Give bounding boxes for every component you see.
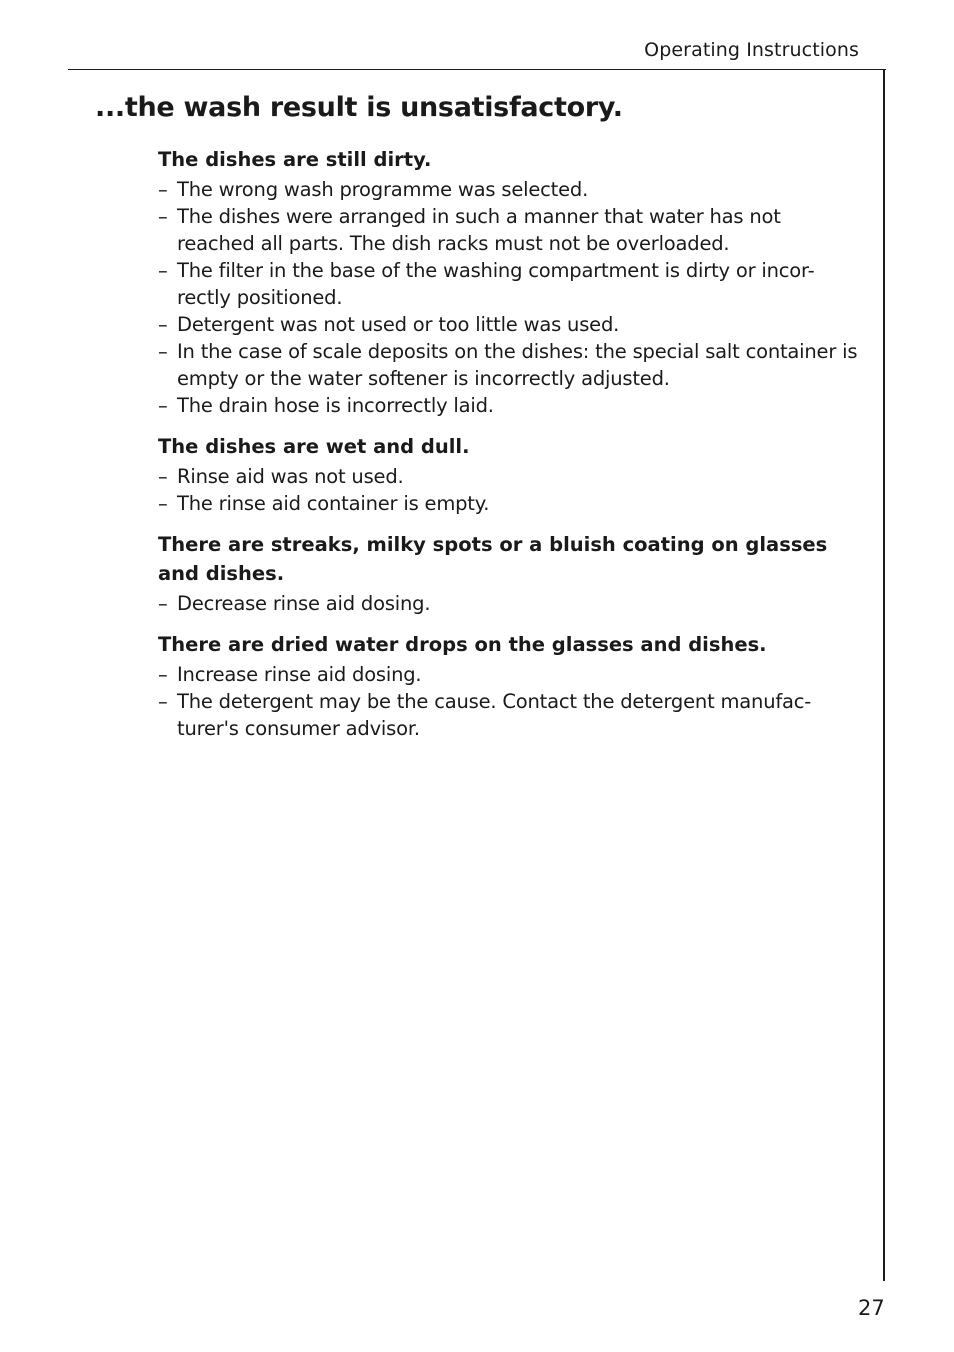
dash-bullet: – [158,259,168,282]
cause-list [158,590,858,617]
list-item-text: The detergent may be the cause. Contact the detergent manufac-turer's consumer advisor. [177,690,812,740]
list-item [158,463,858,490]
page-number: 27 [858,1296,885,1320]
list-item-text: The drain hose is incorrectly laid. [177,394,494,417]
list-item-text: Decrease rinse aid dosing. [177,592,431,615]
section-heading: There are dried water drops on the glasses and dishes. [158,633,767,656]
dash-bullet: – [158,492,168,515]
header-rule [68,69,886,70]
dash-bullet: – [158,663,168,686]
dash-bullet: – [158,592,168,615]
cause-list [158,661,858,742]
section-heading: There are streaks, milky spots or a bluish coating on glasses and dishes. [158,533,828,585]
list-item-text: The filter in the base of the washing compartment is dirty or incor-rectly positioned. [177,259,815,309]
dash-bullet: – [158,313,168,336]
section-heading: The dishes are wet and dull. [158,435,470,458]
list-item-text: Rinse aid was not used. [177,465,404,488]
section-water-drops [158,630,858,742]
list-item-text: The wrong wash programme was selected. [177,178,589,201]
cause-list [158,463,858,517]
dash-bullet: – [158,178,168,201]
dash-bullet: – [158,340,168,363]
list-item [158,311,858,338]
list-item-text: In the case of scale deposits on the dishes: the special salt container is empty or the water softener is incorrectly adjusted. [177,340,858,390]
content [158,145,858,755]
list-item [158,203,858,257]
section-still-dirty [158,145,858,419]
dash-bullet: – [158,205,168,228]
list-item [158,688,858,742]
list-item [158,490,858,517]
list-item-text: Detergent was not used or too little was used. [177,313,620,336]
dash-bullet: – [158,465,168,488]
dash-bullet: – [158,394,168,417]
list-item-text: The rinse aid container is empty. [177,492,490,515]
cause-list [158,176,858,419]
page-title: ...the wash result is unsatisfactory. [95,92,623,123]
dash-bullet: – [158,690,168,713]
side-rule [883,69,885,1281]
list-item [158,338,858,392]
list-item [158,257,858,311]
running-header: Operating Instructions [644,39,859,61]
list-item [158,590,858,617]
list-item [158,661,858,688]
section-wet-dull [158,432,858,517]
section-heading: The dishes are still dirty. [158,148,432,171]
list-item [158,176,858,203]
list-item-text: The dishes were arranged in such a manner that water has not reached all parts. The dish racks must not be overloaded. [177,205,781,255]
list-item [158,392,858,419]
list-item-text: Increase rinse aid dosing. [177,663,422,686]
section-streaks [158,530,858,617]
